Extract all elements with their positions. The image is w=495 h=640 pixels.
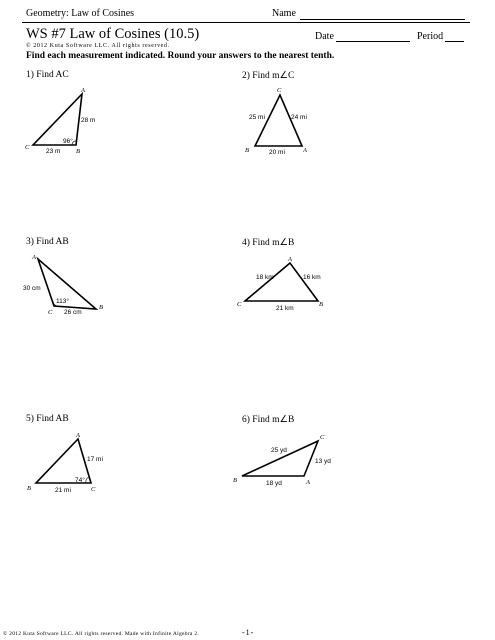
vertex-b-label: B [27, 485, 31, 492]
vertex-c-label: C [48, 309, 53, 316]
vertex-b-label: B [245, 147, 249, 154]
copyright-line: © 2012 Kuta Software LLC. All rights reserved. [26, 43, 170, 49]
side-ab-label: 28 m [81, 117, 96, 124]
period-label: Period [417, 31, 444, 42]
problem-2-triangle [245, 87, 307, 156]
problem-4-label: 4) Find m∠B [242, 238, 295, 248]
course-title: Geometry: Law of Cosines [26, 8, 135, 19]
side-cb-label: 26 cm [64, 309, 82, 316]
vertex-a-label: A [303, 147, 307, 154]
problem-2-label: 2) Find m∠C [242, 71, 295, 81]
problem-1-label: 1) Find AC [26, 70, 69, 80]
problem-6-label: 6) Find m∠B [242, 415, 295, 425]
vertex-c-label: C [25, 144, 30, 151]
side-ba-label: 20 mi [269, 149, 285, 156]
angle-b-label: 96° [63, 138, 73, 145]
vertex-b-label: B [99, 304, 103, 311]
worksheet-title: WS #7 Law of Cosines (10.5) [26, 26, 200, 42]
side-ca-label: 13 yd [315, 458, 331, 465]
side-ca-label: 18 km [256, 274, 274, 281]
angle-arc [86, 477, 89, 483]
vertex-b-label: B [76, 148, 80, 155]
date-label: Date [315, 31, 334, 42]
problem-1-triangle [25, 87, 95, 155]
problem-4-triangle [237, 256, 323, 312]
side-bc-label: 25 mi [249, 114, 265, 121]
side-bc-label: 25 yd [271, 447, 287, 454]
vertex-a-label: A [76, 432, 80, 439]
side-ac-label: 30 cm [23, 285, 41, 292]
triangle-shape [245, 263, 318, 301]
angle-c-label: 113° [56, 298, 69, 305]
side-ca-label: 24 mi [291, 114, 307, 121]
vertex-c-label: C [91, 486, 96, 493]
instructions: Find each measurement indicated. Round your answers to the nearest tenth. [26, 51, 335, 61]
side-cb-label: 23 m [46, 148, 61, 155]
angle-c-label: 74° [75, 477, 85, 484]
name-label: Name [272, 8, 296, 19]
vertex-a-label: A [306, 479, 310, 486]
vertex-c-label: C [277, 87, 282, 94]
vertex-a-label: A [288, 256, 292, 263]
vertex-c-label: C [320, 434, 325, 441]
page-number: -1- [242, 628, 255, 637]
problem-3-label: 3) Find AB [26, 237, 69, 247]
side-ba-label: 18 yd [266, 480, 282, 487]
triangle-shape [33, 94, 82, 145]
side-ab-label: 16 km [303, 274, 321, 281]
side-bc-label: 21 mi [55, 487, 71, 494]
vertex-b-label: B [319, 301, 323, 308]
side-cb-label: 21 km [276, 305, 294, 312]
footer-copyright: © 2012 Kuta Software LLC. All rights reserved. Made with Infinite Algebra 2. [3, 631, 200, 637]
vertex-b-label: B [233, 477, 237, 484]
problem-5-label: 5) Find AB [26, 414, 69, 424]
vertex-a-label: A [81, 87, 85, 94]
vertex-a-label: A [32, 254, 36, 261]
problem-6-triangle [233, 434, 331, 487]
vertex-c-label: C [237, 301, 242, 308]
problem-3-triangle [23, 254, 103, 316]
side-ac-label: 17 mi [87, 456, 103, 463]
problem-5-triangle [27, 432, 103, 494]
